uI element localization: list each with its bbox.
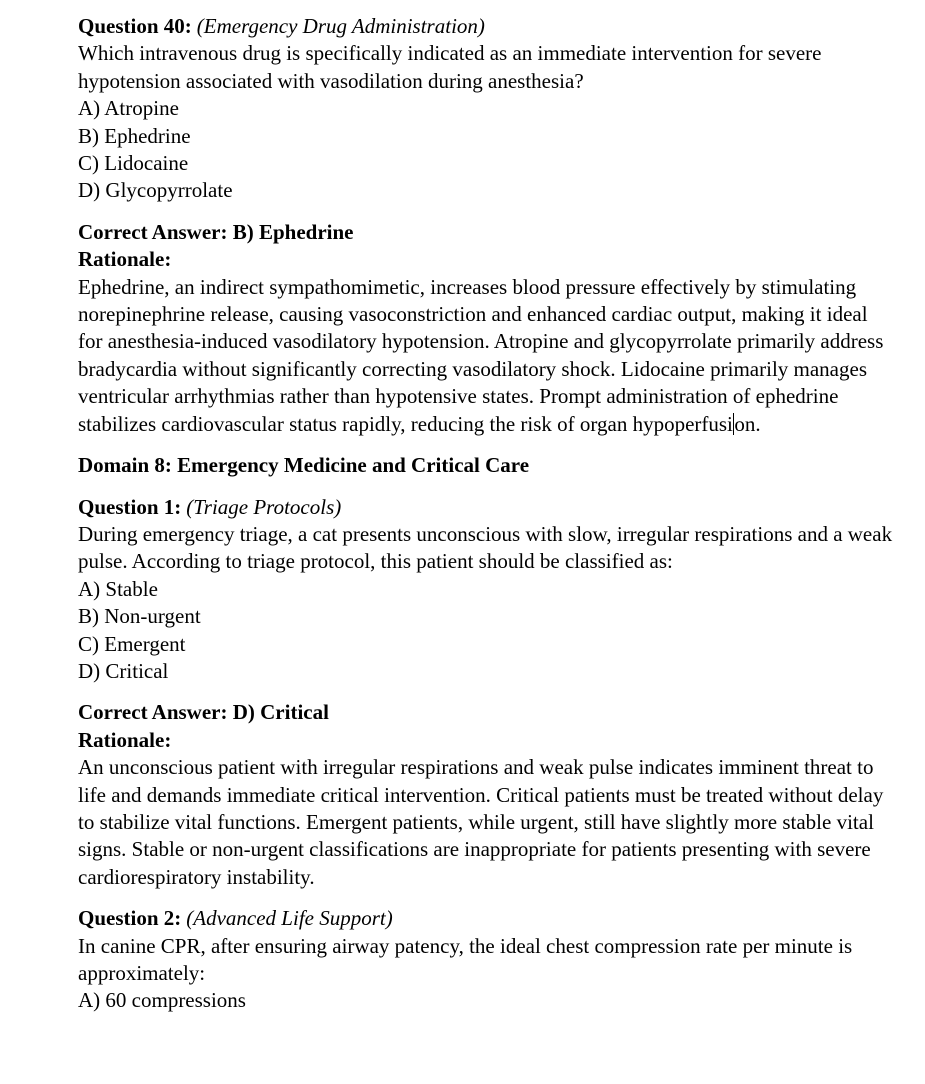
question-2-option-a: A) 60 compressions — [78, 988, 246, 1013]
rationale-40-before-caret: Ephedrine, an indirect sympathomimetic, increases blood pressure effectively by stimulating norepinephrine release, causing vasoconstriction and enhanced cardiac output, making it ideal for anesthesia-induced vasodilatory hypotension. Atropine and glycopyrrolate primarily address bradycardia without significantly correcting vasodilatory shock. Lidocaine primarily manages ventricular arrhythmias rather than hypotensive states. Prompt administration of ephedrine stabilizes cardiovascular status rapidly, reducing the risk of organ hypoperfusi — [78, 274, 884, 436]
correct-answer-1: Correct Answer: D) Critical — [78, 700, 329, 725]
question-40-option-a: A) Atropine — [78, 96, 179, 121]
question-1-option-a: A) Stable — [78, 576, 158, 601]
question-1-heading — [78, 494, 896, 521]
question-40-block — [78, 13, 896, 205]
question-2-topic: (Advanced Life Support) — [186, 906, 393, 931]
rationale-text-40 — [78, 274, 896, 438]
question-1-block — [78, 494, 896, 686]
question-40-heading — [78, 13, 896, 40]
question-40-label: Question 40: — [78, 14, 192, 38]
question-2-label: Question 2: — [78, 906, 182, 931]
question-1-body: During emergency triage, a cat presents unconscious with slow, irregular respirations and a weak pulse. According to triage protocol, this patient should be classified as: — [78, 521, 893, 574]
rationale-label-40: Rationale: — [78, 247, 172, 272]
question-2-block — [78, 905, 896, 1015]
question-1-topic: (Triage Protocols) — [186, 494, 342, 519]
question-40-option-d: D) Glycopyrrolate — [78, 178, 233, 203]
rationale-text-1: An unconscious patient with irregular respirations and weak pulse indicates imminent threat to life and demands immediate critical intervention. Critical patients must be treated without delay to stabilize vital functions. Emergent patients, while urgent, still have slightly more stable vital signs. Stable or non-urgent classifications are inappropriate for patients presenting with severe cardiorespiratory instability. — [78, 755, 884, 889]
question-2-body: In canine CPR, after ensuring airway patency, the ideal chest compression rate per minute is approximately: — [78, 933, 853, 985]
question-1-label: Question 1: — [78, 494, 182, 519]
rationale-40-after-caret: on. — [734, 411, 761, 436]
answer-40-block — [78, 219, 896, 438]
question-2-heading — [78, 905, 896, 932]
question-1-option-d: D) Critical — [78, 658, 169, 683]
question-1-option-c: C) Emergent — [78, 631, 186, 656]
correct-answer-40: Correct Answer: B) Ephedrine — [78, 219, 354, 244]
answer-1-block — [78, 699, 896, 891]
question-40-topic: (Emergency Drug Administration) — [196, 14, 485, 38]
question-40-option-c: C) Lidocaine — [78, 151, 189, 176]
question-40-body: Which intravenous drug is specifically indicated as an immediate intervention for severe hypotension associated with vasodilation during anesthesia? — [78, 41, 822, 93]
domain-heading-block — [78, 452, 896, 479]
question-1-option-b: B) Non-urgent — [78, 604, 201, 629]
domain-heading: Domain 8: Emergency Medicine and Critical Care — [78, 453, 530, 478]
rationale-label-1: Rationale: — [78, 727, 172, 752]
question-40-option-b: B) Ephedrine — [78, 123, 191, 148]
